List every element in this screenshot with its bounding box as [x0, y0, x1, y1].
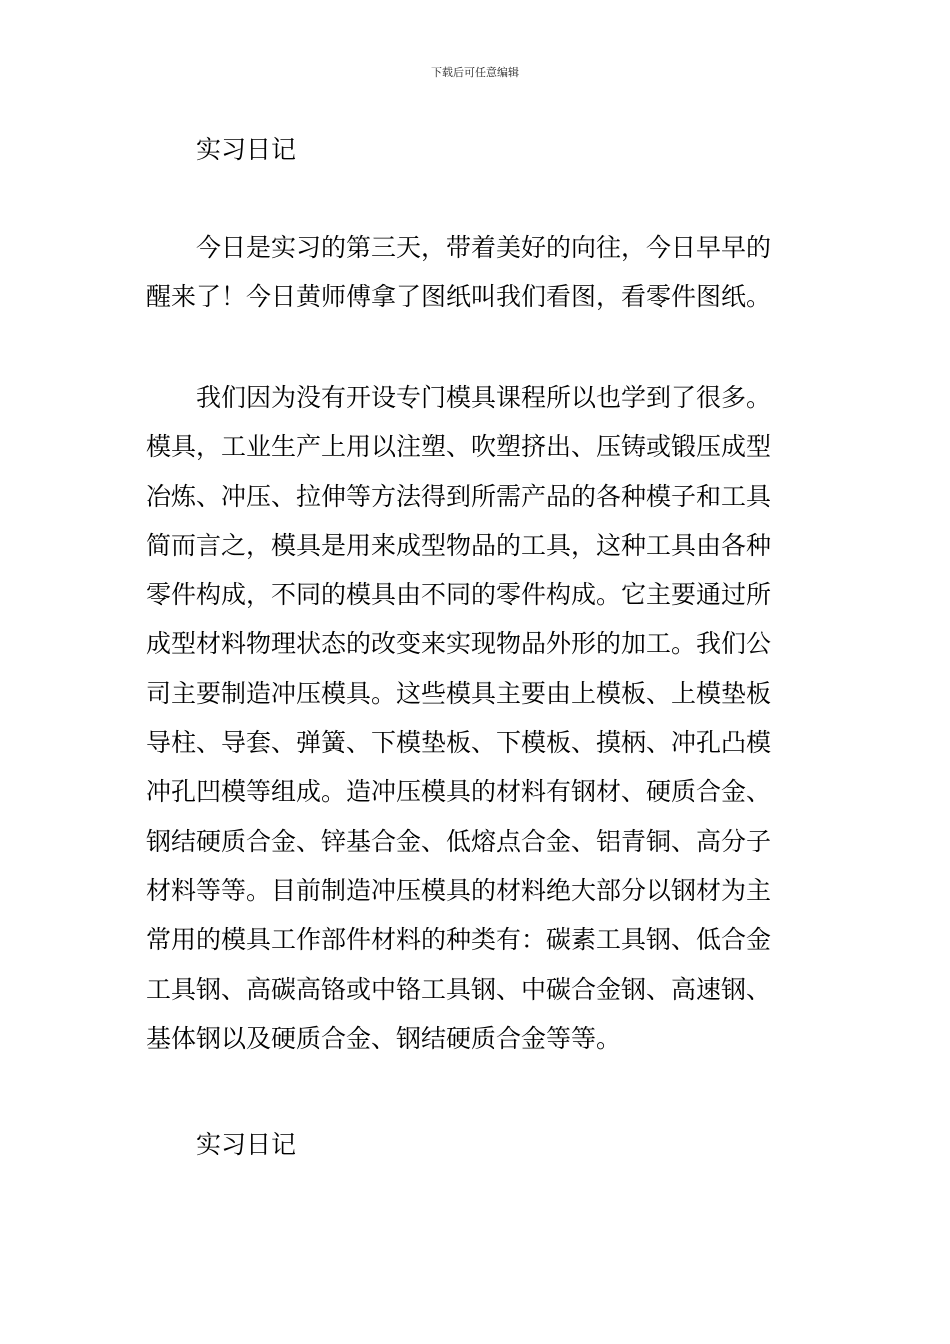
section-heading: 实习日记: [196, 135, 297, 164]
paragraph-line: 工具钢、高碳高铬或中铬工具钢、中碳合金钢、高速钢、: [146, 974, 772, 1004]
paragraph: [146, 233, 826, 332]
paragraph-line: 常用的模具工作部件材料的种类有：碳素工具钢、低合金: [146, 925, 772, 955]
paragraph-line: 我们因为没有开设专门模具课程所以也学到了很多。: [196, 383, 772, 412]
paragraph: [146, 383, 826, 1073]
section-heading: 实习日记: [196, 1130, 297, 1159]
paragraph-line: 材料等等。目前制造冲压模具的材料绝大部分以钢材为主: [146, 875, 772, 905]
paragraph-line: 成型材料物理状态的改变来实现物品外形的加工。我们公: [146, 629, 772, 659]
paragraph-line: 司主要制造冲压模具。这些模具主要由上模板、上模垫板: [146, 678, 772, 708]
paragraph-line: 模具，工业生产上用以注塑、吹塑挤出、压铸或锻压成型: [146, 432, 772, 462]
paragraph-line: 冲孔凹模等组成。造冲压模具的材料有钢材、硬质合金、: [146, 777, 772, 807]
paragraph-line: 今日是实习的第三天，带着美好的向往，今日早早的: [196, 233, 772, 262]
paragraph-line: 钢结硬质合金、锌基合金、低熔点合金、铝青铜、高分子: [146, 826, 772, 856]
paragraph-line: 冶炼、冲压、拉伸等方法得到所需产品的各种模子和工具: [146, 481, 772, 511]
header-note: 下载后可任意编辑: [431, 66, 519, 79]
paragraph-line: 简而言之，模具是用来成型物品的工具，这种工具由各种: [146, 530, 772, 560]
paragraph-line: 基体钢以及硬质合金、钢结硬质合金等等。: [146, 1023, 622, 1053]
paragraph-line: 导柱、导套、弹簧、下模垫板、下模板、摸柄、冲孔凸模: [146, 728, 772, 758]
paragraph-line: 零件构成，不同的模具由不同的零件构成。它主要通过所: [146, 580, 772, 610]
paragraph-line: 醒来了！今日黄师傅拿了图纸叫我们看图，看零件图纸。: [146, 282, 772, 312]
